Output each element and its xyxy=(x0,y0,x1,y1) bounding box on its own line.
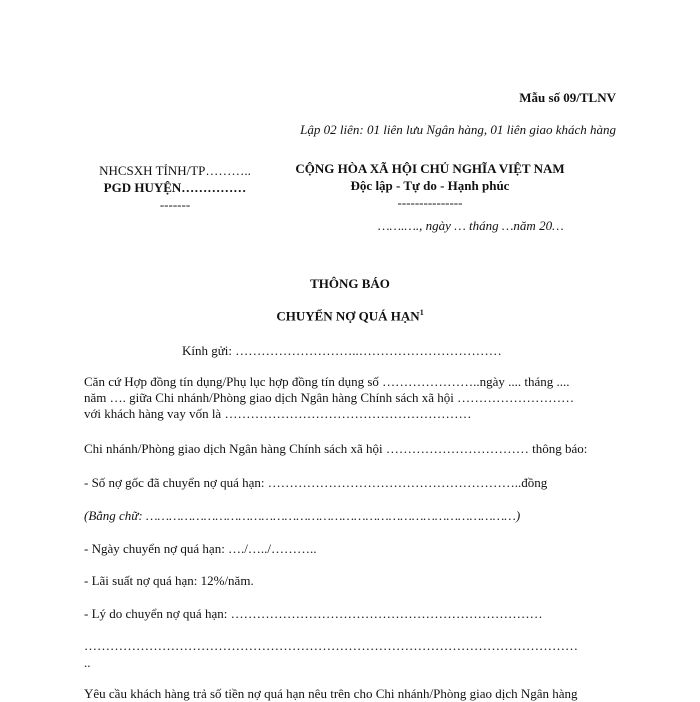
request-line: Yêu cầu khách hàng trả số tiền nợ quá hạn nêu trên cho Chi nhánh/Phòng giao dịch Ngân hàng xyxy=(84,686,578,701)
notice-line: Chi nhánh/Phòng giao dịch Ngân hàng Chính sách xã hội …………………………… thông báo: xyxy=(84,441,588,456)
reason-line: - Lý do chuyển nợ quá hạn: ……………………………………………………………… xyxy=(84,606,543,621)
in-words-line: (Bằng chữ: ……………………………………………………………………………………) xyxy=(84,508,521,523)
basis-line-2: năm …. giữa Chi nhánh/Phòng giao dịch Ngân hàng Chính sách xã hội ……………………… xyxy=(84,390,575,405)
issuing-organization xyxy=(80,162,270,213)
basis-line-3: với khách hàng vay vốn là ………………………………………………… xyxy=(84,406,472,421)
motto-divider: --------------- xyxy=(397,195,463,210)
motto: Độc lập - Tự do - Hạnh phúc xyxy=(350,178,510,193)
org-line-1: NHCSXH TỈNH/TP……….. xyxy=(99,163,251,178)
footnote-mark: 1 xyxy=(419,308,424,317)
date-moved-line: - Ngày chuyển nợ quá hạn: …./…../……….. xyxy=(84,541,317,556)
document-subtitle xyxy=(0,308,700,324)
subtitle-text: CHUYỂN NỢ QUÁ HẠN xyxy=(276,308,420,324)
rate-line: - Lãi suất nợ quá hạn: 12%/năm. xyxy=(84,573,254,588)
copies-note: Lập 02 liên: 01 liên lưu Ngân hàng, 01 liên giao khách hàng xyxy=(300,122,616,137)
date-line: …….…., ngày … tháng …năm 20… xyxy=(378,218,564,233)
form-code: Mẫu số 09/TLNV xyxy=(519,90,616,105)
dots-line: …………………………………………………………………………………………………… xyxy=(84,638,578,653)
document-title: THÔNG BÁO xyxy=(310,276,390,291)
principal-line: - Số nợ gốc đã chuyển nợ quá hạn: …………………………………………………..đồng xyxy=(84,475,548,490)
national-header xyxy=(280,160,580,211)
org-divider: ------- xyxy=(159,197,191,212)
basis-line-1: Căn cứ Hợp đồng tín dụng/Phụ lục hợp đồng tín dụng số …………………..ngày .... tháng .... xyxy=(84,374,570,389)
org-line-2: PGD HUYỆN…………… xyxy=(103,180,247,195)
nation-title: CỘNG HÒA XÃ HỘI CHỦ NGHĨA VIỆT NAM xyxy=(295,161,565,176)
recipient-line: Kính gửi: ………………………..…………………………… xyxy=(182,343,502,358)
dots-tail: .. xyxy=(84,655,91,670)
basis-paragraph xyxy=(84,374,624,422)
